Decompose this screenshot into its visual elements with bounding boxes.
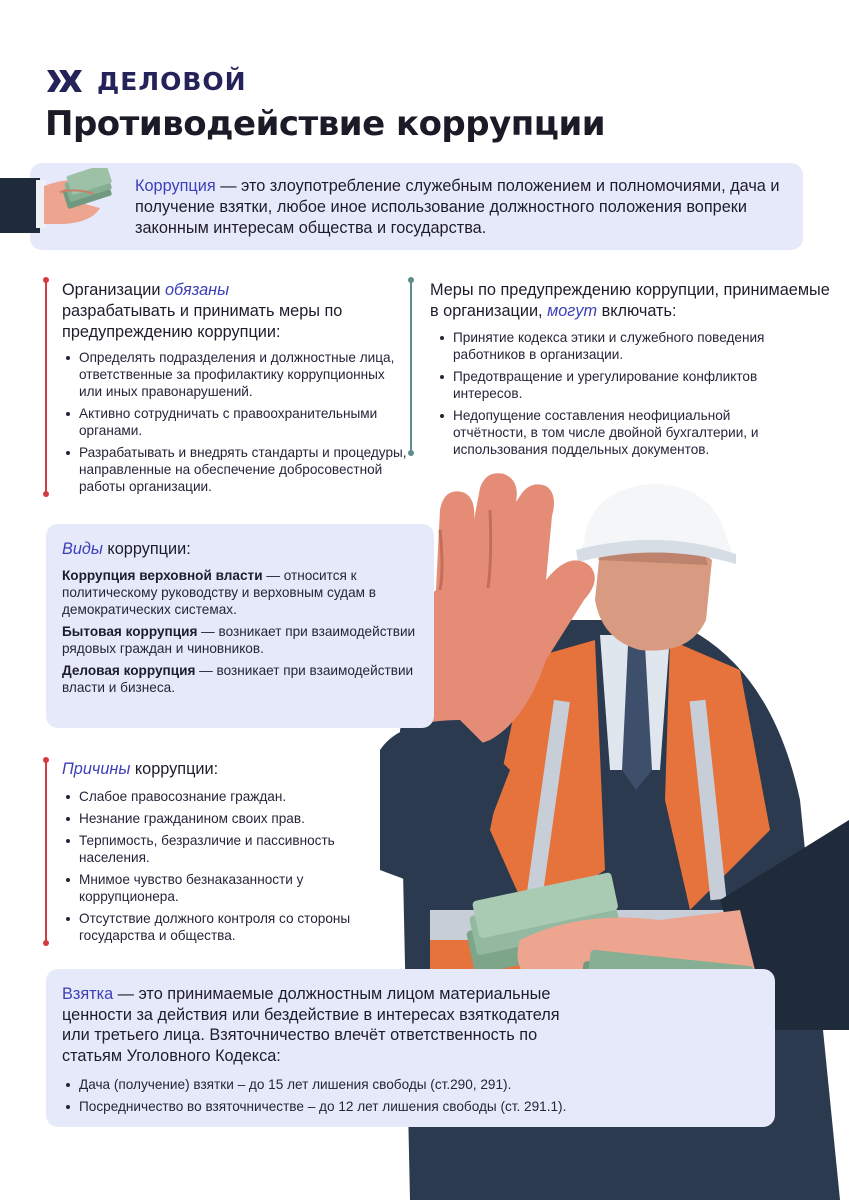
list-item: Разрабатывать и внедрять стандарты и процедуры, направленные на обеспечение добросовестной работы организации. — [62, 444, 407, 495]
type-term: Коррупция верховной власти — [62, 568, 263, 583]
measures-title-end: включать: — [597, 302, 677, 320]
list-item: Посредничество во взяточничестве – до 12 лет лишения свободы (ст. 291.1). — [62, 1098, 762, 1115]
brand-name: ДЕЛОВОЙ — [97, 66, 247, 96]
bribe-body: — это принимаемые должностным лицом материальные ценности за действия или бездействие в интересах взяткодателя или третьего лица. Взяточничество влечёт ответственность по статьям Уголовного Кодекса: — [62, 985, 560, 1065]
obligations-title-end: разрабатывать и принимать меры по предупреждению коррупции: — [62, 302, 343, 341]
types-title — [62, 539, 191, 560]
list-item: Активно сотрудничать с правоохранительными органами. — [62, 405, 407, 439]
types-list — [62, 567, 427, 701]
reasons-divider — [45, 759, 47, 944]
definition-term: Коррупция — [135, 177, 216, 195]
reasons-title — [62, 759, 218, 780]
type-term: Бытовая коррупция — [62, 624, 198, 639]
list-item: Определять подразделения и должностные лица, ответственные за профилактику коррупционных или иных правонарушений. — [62, 349, 407, 400]
bribe-term: Взятка — [62, 985, 114, 1003]
list-item — [62, 567, 427, 618]
measures-title-start: Меры по предупреждению коррупции, принимаемые в организации, — [430, 281, 830, 320]
list-item: Дача (получение) взятки – до 15 лет лишения свободы (ст.290, 291). — [62, 1076, 762, 1093]
list-item: Незнание гражданином своих прав. — [62, 810, 402, 827]
measures-title — [430, 280, 830, 322]
page-title: Противодействие коррупции — [45, 104, 606, 144]
measures-divider — [410, 279, 412, 454]
obligations-title — [62, 280, 402, 343]
list-item: Отсутствие должного контроля со стороны государства и общества. — [62, 910, 402, 944]
reasons-list — [62, 788, 402, 949]
double-chevron-logo-icon — [47, 70, 89, 92]
definition-body: — это злоупотребление служебным положением и полномочиями, дача и получение взятки, любое иное использование должностного положения вопреки законным интересам общества и государства. — [135, 177, 780, 237]
list-item — [62, 623, 427, 657]
types-title-end: коррупции: — [102, 540, 191, 558]
type-description: — возникает при взаимодействии рядовых граждан и чиновников. — [62, 624, 416, 656]
obligations-title-accent: обязаны — [165, 281, 230, 299]
type-term: Деловая коррупция — [62, 663, 196, 678]
reasons-title-accent: Причины — [62, 760, 131, 778]
reasons-title-end: коррупции: — [130, 760, 219, 778]
hand-with-money-illustration — [0, 168, 125, 240]
measures-list — [436, 329, 806, 463]
list-item: Слабое правосознание граждан. — [62, 788, 402, 805]
types-title-accent: Виды — [62, 540, 103, 558]
measures-title-accent: могут — [547, 302, 598, 320]
list-item: Предотвращение и урегулирование конфликтов интересов. — [436, 368, 806, 402]
type-description: — относится к политическому руководству и верховным судам в демократических системах. — [62, 568, 376, 617]
list-item — [62, 662, 427, 696]
obligations-title-start: Организации — [62, 281, 165, 299]
list-item: Принятие кодекса этики и служебного поведения работников в организации. — [436, 329, 806, 363]
list-item: Мнимое чувство безнаказанности у коррупционера. — [62, 871, 402, 905]
list-item: Терпимость, безразличие и пассивность населения. — [62, 832, 402, 866]
list-item: Недопущение составления неофициальной отчётности, в том числе двойной бухгалтерии, и использования поддельных документов. — [436, 407, 806, 458]
brand-logo — [47, 68, 247, 94]
type-description: — возникает при взаимодействии власти и бизнеса. — [62, 663, 414, 695]
definition-text — [135, 176, 800, 239]
bribe-penalties-list — [62, 1076, 762, 1120]
obligations-divider — [45, 279, 47, 495]
bribe-definition — [62, 984, 582, 1066]
